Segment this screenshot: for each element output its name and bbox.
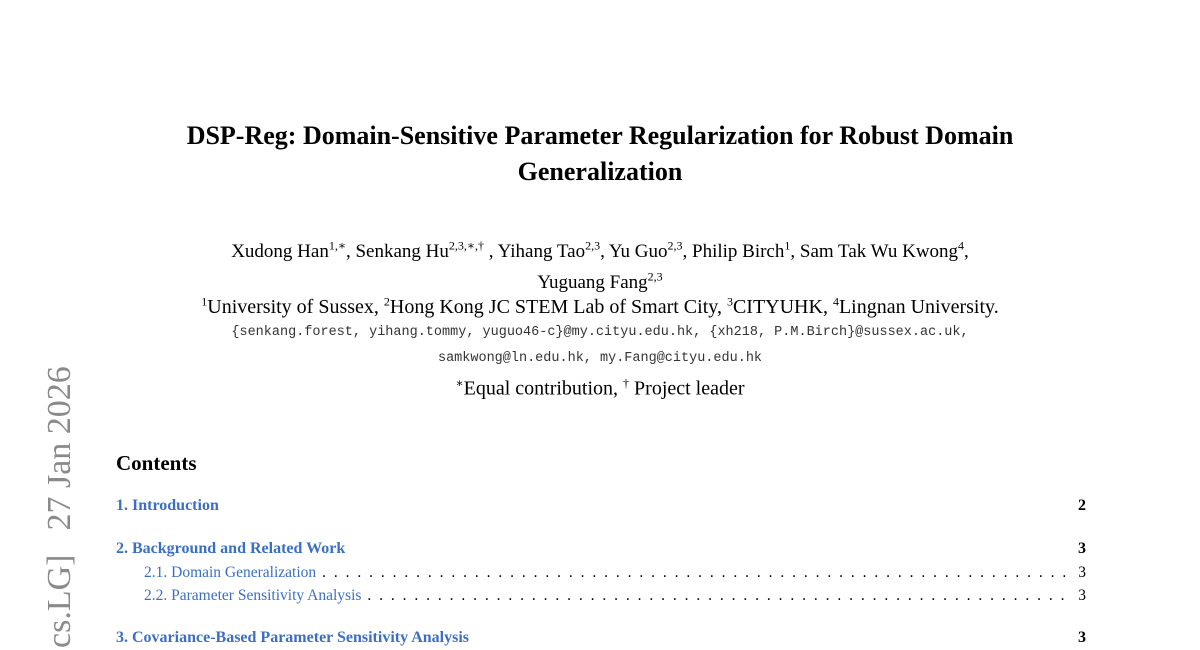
emails-line-2: samkwong@ln.edu.hk, my.Fang@cityu.edu.hk	[437, 351, 763, 366]
author: Yu Guo$^{2,3}$,	[608, 239, 692, 263]
toc-link[interactable]: 2. Background and Related Work	[116, 540, 346, 557]
affiliations	[100, 288, 1100, 320]
toc-link[interactable]: 1. Introduction	[116, 497, 219, 514]
toc-entry-covariance	[116, 626, 1086, 650]
toc-entry-background	[116, 537, 1086, 561]
toc-page-number: 3	[1078, 564, 1086, 581]
toc-entry-domain-generalization	[116, 561, 1086, 584]
arxiv-category: cs.LG]	[41, 554, 78, 648]
affiliation: $^4$Lingnan University.	[832, 294, 999, 318]
author-list	[110, 234, 1090, 295]
paper-title-line-1: DSP-Reg: Domain-Sensitive Parameter Regularization for Robust Domain	[186, 121, 1014, 150]
author: Yihang Tao$^{2,3}$,	[497, 239, 609, 263]
arxiv-side-stamp	[40, 332, 80, 648]
paper-title	[120, 118, 1080, 190]
author: Yuguang Fang$^{2,3}$	[537, 269, 663, 293]
author-emails	[100, 320, 1100, 372]
toc-link[interactable]: 3. Covariance-Based Parameter Sensitivity Analysis	[116, 629, 470, 646]
table-of-contents	[116, 494, 1086, 650]
toc-page-number: 3	[1078, 540, 1086, 557]
toc-entry-introduction	[116, 494, 1086, 518]
toc-link[interactable]: 2.1. Domain Generalization	[144, 564, 317, 581]
toc-page-number: 3	[1078, 629, 1086, 646]
emails-line-1: {senkang.forest, yihang.tommy, yuguo46-c}@my.cityu.edu.hk, {xh218, P.M.Birch}@sussex.ac.uk,	[231, 325, 969, 340]
contents-heading: Contents	[116, 451, 197, 475]
affiliation: $^3$CITYUHK,	[726, 294, 833, 318]
arxiv-date: 27 Jan 2026	[41, 366, 78, 531]
contribution-note: ∗Equal contribution, † Project leader	[455, 376, 745, 400]
toc-page-number: 3	[1078, 587, 1086, 604]
affiliation: $^1$University of Sussex,	[201, 294, 384, 318]
author: Xudong Han$^{1,∗}$,	[231, 239, 356, 263]
toc-leader-dots	[322, 561, 1068, 584]
toc-entry-parameter-sensitivity	[116, 584, 1086, 607]
paper-title-line-2: Generalization	[517, 157, 683, 186]
toc-page-number: 2	[1078, 497, 1086, 514]
author: Senkang $Hu^{2,3,∗,\dagger}$ ,	[355, 239, 498, 263]
toc-leader-dots	[367, 584, 1068, 607]
author: Sam Tak Wu Kwong$^4$,	[799, 239, 969, 263]
affiliation: $^2$Hong Kong JC STEM Lab of Smart City,	[383, 294, 727, 318]
author: Philip Birch$^1$,	[692, 239, 800, 263]
toc-link[interactable]: 2.2. Parameter Sensitivity Analysis	[144, 587, 362, 604]
